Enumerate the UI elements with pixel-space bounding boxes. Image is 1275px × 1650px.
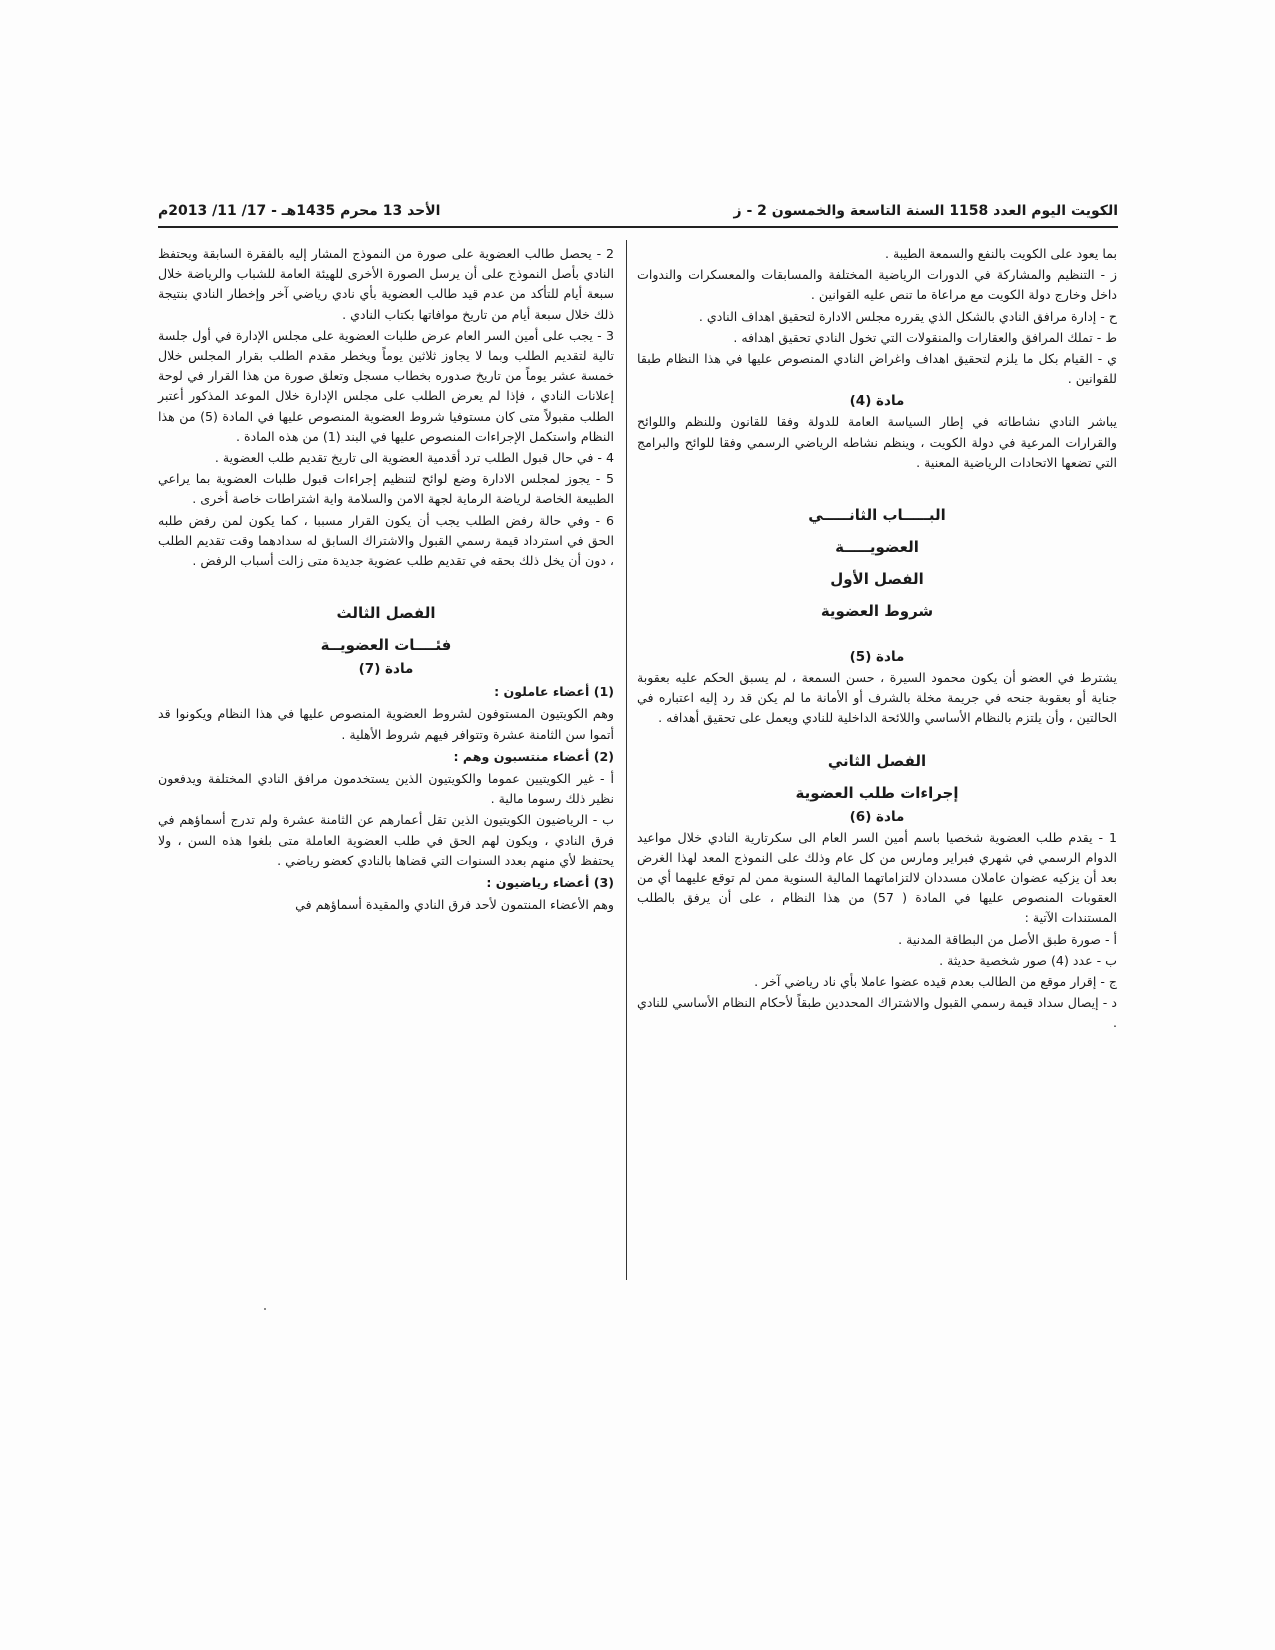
part-title: البـــــاب الثانـــــي xyxy=(808,506,946,525)
category-2-item-a: أ - غير الكويتيين عموما والكويتيون الذين يستخدمون مرافق النادي المختلفة ويدفعون نظير ذلك رسوما مالية . xyxy=(158,771,614,807)
scan-speck xyxy=(264,1308,266,1310)
clause-y: ي - القيام بكل ما يلزم لتحقيق اهداف واغراض النادي المنصوص عليها في هذا النظام طبقا للقوانين . xyxy=(637,351,1117,387)
article-4-text: يباشر النادي نشاطاته في إطار السياسة العامة للدولة وفقا للقانون وللنظم واللوائح والقرارات المرعية في دولة الكويت ، وينظم نشاطه الرياضي الرسمي وفقا للوائح والبرامج التي تضعها الاتحادات الرياضية المعنية . xyxy=(637,414,1117,470)
article-6-item-d: د - إيصال سداد قيمة رسمي القبول والاشتراك المحددين طبقاً لأحكام النظام الأساسي للنادي . xyxy=(637,995,1117,1031)
category-3-title: (3) أعضاء رياضيون : xyxy=(486,875,614,891)
header-divider xyxy=(158,226,1118,228)
article-6-title: مادة (6) xyxy=(849,808,905,825)
page-header xyxy=(158,198,1118,224)
article-6-item-b: ب - عدد (4) صور شخصية حديثة . xyxy=(939,952,1117,968)
header-publication-info: الكويت اليوم العدد 1158 السنة التاسعة والخمسون 2 - ز xyxy=(733,203,1118,219)
right-column xyxy=(637,244,1117,1035)
article-5-title: مادة (5) xyxy=(849,649,905,666)
part-subtitle: العضويـــــة xyxy=(835,538,919,557)
category-2-title: (2) أعضاء منتسبون وهم : xyxy=(453,748,614,764)
article-7-title: مادة (7) xyxy=(358,661,414,678)
clause-h: ح - إدارة مرافق النادي بالشكل الذي يقرره مجلس الادارة لتحقيق اهداف النادي . xyxy=(698,308,1117,324)
article-6-item-c: ج - إقرار موقع من الطالب بعدم قيده عضوا عاملا بأي ناد رياضي آخر . xyxy=(754,974,1117,990)
article-5-text: يشترط في العضو أن يكون محمود السيرة ، حسن السمعة ، لم يسبق الحكم عليه بعقوبة جناية أو بعقوبة جنحه في جريمة مخلة بالشرف أو الأمانة ما لم يكن قد رد إليه اعتباره في الحالتين ، وأن يلتزم بالنظام الأساسي واللائحة الداخلية للنادي ويعمل على تحقيق أهدافه . xyxy=(637,670,1117,726)
chapter-2-subtitle: إجراءات طلب العضوية xyxy=(795,783,959,802)
header-date: الأحد 13 محرم 1435هـ - 17/ 11/ 2013م xyxy=(158,203,441,219)
article-4-title: مادة (4) xyxy=(849,393,905,410)
category-1-title: (1) أعضاء عاملون : xyxy=(494,684,614,700)
chapter-1-title: الفصل الأول xyxy=(830,570,924,589)
article-6-paragraph-3: 3 - يجب على أمين السر العام عرض طلبات العضوية على مجلس الإدارة في أول جلسة تالية لتقديم الطلب وبما لا يجاوز ثلاثين يوماً ويخطر مقدم الطلب بقرار المجلس خلال خمسة عشر يوماً من تاريخ صدوره بخطاب مسجل وتعلق صورة من هذا القرار في لوحة إعلانات النادي ، فإذا لم يعرض الطلب على مجلس الإدارة خلال الموعد المذكور أعتبر الطلب مقبولاً متى كان مستوفيا شروط العضوية المنصوص عليها في المادة (5) من هذا النظام واستكمل الإجراءات المنصوص عليها في البند (1) من هذه المادة . xyxy=(158,327,614,444)
article-6-paragraph-4: 4 - في حال قبول الطلب ترد أقدمية العضوية الى تاريخ تقديم طلب العضوية . xyxy=(214,450,614,466)
left-column xyxy=(158,244,614,916)
chapter-3-subtitle: فئــــات العضويــة xyxy=(320,636,452,655)
article-6-item-a: أ - صورة طبق الأصل من البطاقة المدنية . xyxy=(898,931,1117,947)
clause-z: ز - التنظيم والمشاركة في الدورات الرياضية المختلفة والمسابقات والمعسكرات والندوات داخل وخارج دولة الكويت مع مراعاة ما تنص عليه القوانين . xyxy=(637,267,1117,303)
category-2-item-b: ب - الرياضيون الكويتيون الذين تقل أعمارهم عن الثامنة عشرة ولم تدرج أسماؤهم في فرق النادي ، ويكون لهم الحق في طلب العضوية العاملة متى بلغوا هذه السن ، ولا يحتفظ لأي منهم بعدد السنوات التي قضاها بالنادي كعضو رياضي . xyxy=(158,812,614,868)
column-divider xyxy=(626,240,627,1280)
chapter-3-title: الفصل الثالث xyxy=(336,604,436,623)
category-1-text: وهم الكويتيون المستوفون لشروط العضوية المنصوص عليها في هذا النظام ويكونوا قد أتموا سن الثامنة عشرة وتتوافر فيهم شروط الأهلية . xyxy=(158,706,614,742)
article-6-paragraph-2: 2 - يحصل طالب العضوية على صورة من النموذج المشار إليه بالفقرة السابقة ويحتفظ النادي بأصل النموذج على أن يرسل الصورة الأخرى للهيئة العامة للشباب والرياضة خلال سبعة أيام للتأكد من عدم قيد طالب العضوية بأي نادي رياضي آخر وإخطار النادي بنتيجة ذلك خلال سبعة أيام من تاريخ موافاتها بكتاب النادي . xyxy=(158,246,614,322)
category-3-text: وهم الأعضاء المنتمون لأحد فرق النادي والمقيدة أسماؤهم في xyxy=(295,897,614,913)
article-6-paragraph-5: 5 - يجوز لمجلس الادارة وضع لوائح لتنظيم إجراءات قبول طلبات العضوية بما يراعي الطبيعة الخاصة لرياضة الرماية لجهة الامن والسلامة واية اشتراطات خاصة أخرى . xyxy=(158,471,614,507)
clause-t: ط - تملك المرافق والعقارات والمنقولات التي تخول النادي تحقيق اهدافه . xyxy=(733,329,1117,345)
chapter-2-title: الفصل الثاني xyxy=(827,751,927,770)
paragraph: بما يعود على الكويت بالنفع والسمعة الطيبة . xyxy=(884,246,1117,261)
article-6-paragraph-6: 6 - وفي حالة رفض الطلب يجب أن يكون القرار مسببا ، كما يكون لمن رفض طلبه الحق في استرداد قيمة رسمي القبول والاشتراك السابق له سدادهما وقت تقديم الطلب ، دون أن يخل ذلك بحقه في تقديم طلب عضوية جديدة متى زالت أسباب الرفض . xyxy=(158,512,614,569)
chapter-1-subtitle: شروط العضوية xyxy=(820,602,934,621)
article-6-paragraph-1: 1 - يقدم طلب العضوية شخصيا باسم أمين السر العام الى سكرتارية النادي خلال مواعيد الدوام الرسمي في شهري فبراير ومارس من كل عام وذلك على النموذج المعد لهذا الغرض بعد أن يزكيه عضوان عاملان مسددان لالتزاماتهما المالية السنوية ممن لم توقع عليهما أي من العقوبات المنصوص عليها في المادة ( 57) من هذا النظام ، على أن يرفق بالطلب المستندات الآتية : xyxy=(637,829,1117,926)
